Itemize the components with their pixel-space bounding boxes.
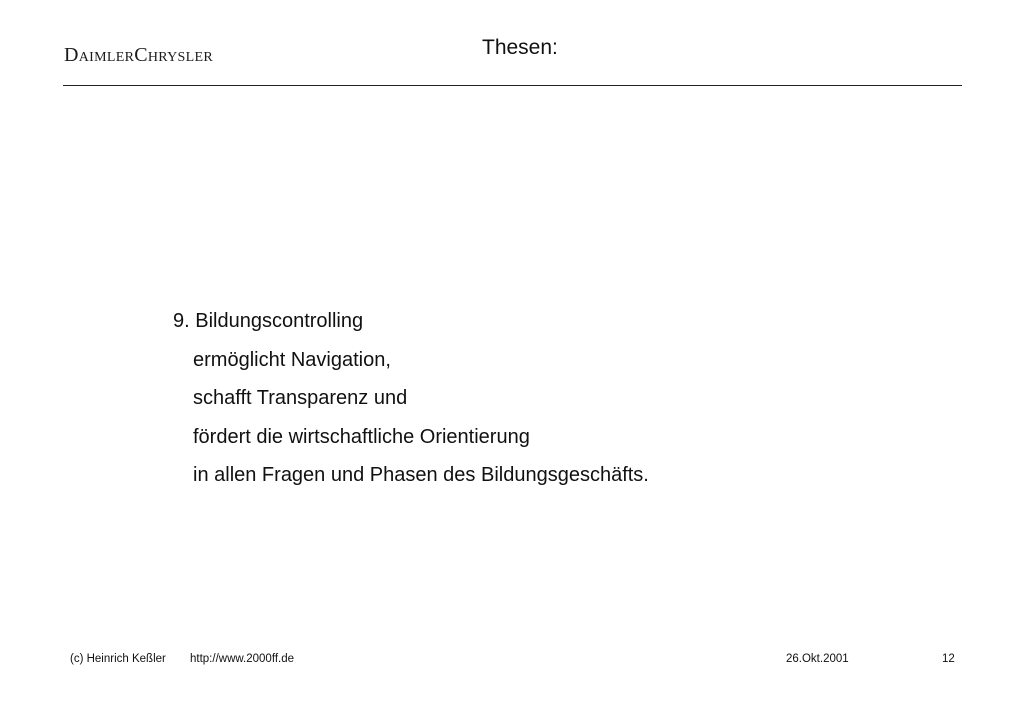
thesis-line: ermöglicht Navigation, <box>193 348 391 371</box>
thesis-line: in allen Fragen und Phasen des Bildungsgeschäfts. <box>193 464 649 486</box>
thesis-line: fördert die wirtschaftliche Orientierung <box>193 425 530 448</box>
thesis-line: schafft Transparenz und <box>193 387 408 409</box>
footer-date: 26.Okt.2001 <box>786 653 849 665</box>
slide-title: Thesen: <box>482 36 558 59</box>
footer-url-link[interactable]: http://www.2000ff.de <box>190 653 294 665</box>
page-number: 12 <box>942 653 955 665</box>
company-logo: DaimlerChrysler <box>64 44 213 66</box>
thesis-block <box>173 302 649 495</box>
thesis-heading: 9. Bildungscontrolling <box>173 310 364 332</box>
footer-author: (c) Heinrich Keßler <box>70 653 166 665</box>
header-divider <box>63 85 962 86</box>
